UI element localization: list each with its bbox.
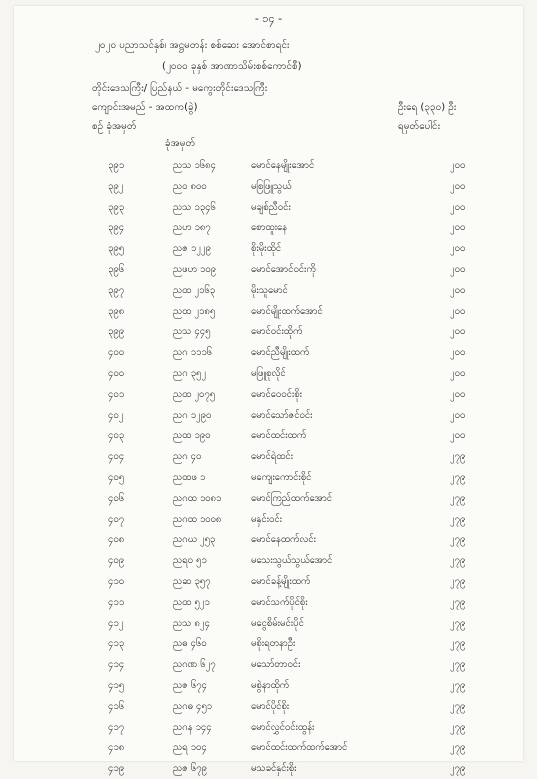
row-name: မသခင်နှင်းစိုး (251, 763, 297, 775)
results-list (0, 155, 537, 779)
table-row (0, 217, 537, 238)
table-row (0, 363, 537, 384)
page-number: - ၁၄ - (254, 12, 283, 25)
table-row (0, 488, 537, 509)
row-name: မောင်လွှင်ဝင်းထွန်း (251, 721, 315, 733)
row-name: စောထူးနေ (251, 222, 288, 234)
table-row (0, 529, 537, 550)
row-number: ၄၁၉ (108, 763, 125, 775)
row-number: ၄၀၀ (108, 347, 125, 359)
row-name: မောင်ထင်းထက်ထက်အောင် (251, 742, 348, 754)
row-score: ၂၀၀ (450, 409, 466, 421)
row-score: ၂၇၉ (450, 679, 466, 691)
column-headers-left: စဉ် ခုံအမှတ် (92, 121, 137, 132)
row-score: ၂၀၀ (450, 160, 466, 171)
row-name: မောင်ဝင်းထိုက် (251, 326, 303, 338)
row-name: မောင်သက်ပိုင်စိုး (251, 596, 308, 608)
row-number: ၄၁၈ (108, 742, 125, 754)
row-code: ညဂဏ ၆၂၇ (173, 659, 216, 671)
row-score: ၂၀၀ (450, 367, 466, 379)
row-score: ၂၇၉ (450, 534, 466, 546)
row-score: ၂၀၀ (450, 430, 466, 442)
row-number: ၄၁၇ (108, 721, 125, 733)
row-score: ၂၇၉ (450, 471, 466, 483)
table-row (0, 613, 537, 634)
row-code: ညထ ၂၁၈၅ (173, 305, 216, 317)
row-score: ၂၀၀ (450, 263, 466, 275)
row-code: ညဟ ၁၈၇ (173, 222, 211, 234)
row-name: မောင်မျိုးထက်အောင် (251, 305, 323, 317)
table-row (0, 342, 537, 363)
row-number: ၃၉၂ (108, 180, 124, 192)
row-number: ၄၀၂ (108, 409, 124, 421)
row-score: ၂၀၀ (450, 201, 466, 213)
table-row (0, 259, 537, 280)
row-code: ညထ ၂၁၆၃ (173, 284, 216, 296)
row-score: ၂၇၉ (450, 742, 466, 754)
row-score: ၂၀၀ (450, 326, 466, 338)
row-code: ညဇ ၆၇၉ (173, 763, 207, 775)
row-code: ညထ ၁၉၀ (173, 430, 211, 442)
row-code: ညသ ၄၄၅ (173, 326, 211, 338)
row-number: ၄၁၄ (108, 659, 125, 671)
row-name: မသေးသွယ်သွယ်အောင် (251, 555, 333, 567)
header-school: ကျောင်းအမည် - အထက(ခွဲ) (92, 102, 198, 113)
row-name: မချစ်ညီဝင်း (251, 201, 291, 213)
row-number: ၄၀၃ (108, 430, 125, 442)
table-row (0, 321, 537, 342)
table-row (0, 197, 537, 218)
row-code: ညထ ၅၂၁ (173, 596, 210, 608)
row-number: ၃၉၁ (108, 160, 125, 171)
table-row (0, 301, 537, 322)
row-code: ညဂန ၁၄၄ (173, 721, 212, 733)
row-number: ၄၀၇ (108, 513, 125, 525)
row-number: ၄၁၁ (108, 596, 125, 608)
row-number: ၄၁၅ (108, 679, 125, 691)
table-row (0, 405, 537, 426)
row-score: ၂၇၉ (450, 596, 466, 608)
row-score: ၂၇၉ (450, 721, 466, 733)
row-number: ၃၉၉ (108, 326, 125, 338)
table-row (0, 633, 537, 654)
table-row (0, 509, 537, 530)
row-score: ၂၇၉ (450, 763, 466, 775)
row-score: ၂၇၉ (450, 492, 466, 504)
row-score: ၂၇၉ (450, 575, 466, 587)
row-code: ညသ ၈၂၄ (173, 617, 210, 629)
row-name: မောင်နေမျိုးအောင် (251, 160, 315, 171)
row-code: ညသ ၁၆၈၄ (173, 160, 216, 171)
row-code: ညဇ ၁၂၂၉ (173, 243, 211, 255)
header-region: တိုင်းဒေသကြီး/ ပြည်နယ် - မကွေးတိုင်းဒေသကြီး (92, 83, 268, 94)
row-code: ညဝ ၈၀၀ (173, 180, 207, 192)
header-subtitle: (၂၀၀၀ ခုနှစ် အာဏာသိမ်းစစ်ကောင်စီ) (162, 61, 302, 72)
row-number: ၃၉၇ (108, 284, 125, 296)
table-row (0, 176, 537, 197)
column-header-sub: ခုံအမှတ် (165, 138, 196, 149)
row-score: ၂၇၉ (450, 513, 466, 525)
row-code: ညဂ ၁၂၉၀ (173, 409, 212, 421)
table-row (0, 675, 537, 696)
row-code: ညဂ ၄၀ (173, 451, 202, 463)
row-name: မောင်ခန့်မျိုးထက် (251, 575, 311, 587)
table-row (0, 571, 537, 592)
row-score: ၂၀၀ (450, 388, 466, 400)
row-code: ညရ၀ ၅၁ (173, 555, 207, 567)
row-score: ၂၇၉ (450, 617, 466, 629)
table-row (0, 280, 537, 301)
row-score: ၂၇၉ (450, 451, 466, 463)
row-name: မောင်ပိုင်စိုး (251, 700, 290, 712)
row-name: မောင်ထင်းထက် (251, 430, 307, 442)
row-name: မောင်သော်ဇင်ဝင်း (251, 409, 313, 421)
row-name: မစွဲနာထိုက် (251, 679, 290, 691)
row-code: ညဆ ၃၅၇ (173, 575, 211, 587)
row-score: ၂၀၀ (450, 222, 466, 234)
row-score: ၂၀၀ (450, 347, 466, 359)
row-code: ညဖဟ ၁၀၉ (173, 263, 216, 275)
row-number: ၄၁၆ (108, 700, 125, 712)
row-name: မသော်တာဝင်း (251, 659, 301, 671)
row-number: ၄၁၀ (108, 575, 125, 587)
header-count: ဦးရေ (၃၃၀) ဦး (398, 102, 457, 113)
row-name: မစိုးရတနာဦး (251, 638, 296, 650)
row-code: ညဇ ၆၇၄ (173, 679, 207, 691)
table-row (0, 654, 537, 675)
table-row (0, 592, 537, 613)
header-title: ၂၀၂၀ ပညာသင်နှစ်၊ အဋ္ဌမတန်း စစ်ဆေး အောင်စာရင်း (95, 40, 290, 51)
row-name: မောင်ညီမျိုးထက် (251, 347, 310, 359)
column-header-score: ရမှတ်ပေါင်း (398, 121, 441, 132)
table-row (0, 446, 537, 467)
row-code: ညဂဓ ၄၅၁ (173, 700, 213, 712)
row-number: ၃၉၆ (108, 263, 125, 275)
table-row (0, 425, 537, 446)
row-name: မောင်ဝေဝင်းစိုး (251, 388, 303, 400)
table-row (0, 717, 537, 738)
row-code: ညဂ ၃၅၂ (173, 367, 206, 379)
row-score: ၂၇၉ (450, 659, 466, 671)
row-number: ၄၀၈ (108, 534, 125, 546)
row-score: ၂၇၉ (450, 700, 466, 712)
row-name: စိုးမိုးထိုင် (251, 243, 282, 255)
row-name: မောင်နေထက်လင်း (251, 534, 316, 546)
row-number: ၄၀၁ (108, 388, 125, 400)
row-number: ၃၉၃ (108, 201, 125, 213)
row-score: ၂၀၀ (450, 243, 466, 255)
table-row (0, 758, 537, 779)
row-code: ညဂထ ၁၀၈၁ (173, 492, 222, 504)
table-row (0, 384, 537, 405)
table-row (0, 550, 537, 571)
row-code: ညသ ၁၃၄၆ (173, 201, 216, 213)
row-score: ၂၀၀ (450, 305, 466, 317)
row-score: ၂၀၀ (450, 180, 466, 192)
row-name: မောင်အောင်ဝင်းကို (251, 263, 316, 275)
row-name: မဖြူစုလိုင် (251, 367, 286, 379)
row-code: ညရ ၁၀၄ (173, 742, 207, 754)
row-number: ၄၀၄ (108, 451, 125, 463)
row-number: ၄၀၆ (108, 492, 125, 504)
row-code: ညဓ ၄၆၀ (173, 638, 207, 650)
table-row (0, 737, 537, 758)
row-code: ညဂ ၁၁၁၆ (173, 347, 213, 359)
row-code: ညထ ၂၀၇၅ (173, 388, 216, 400)
row-code: ညဂဃ ၂၅၃ (173, 534, 216, 546)
row-number: ၄၁၂ (108, 617, 124, 629)
row-name: မောင်ကြည်ထက်အောင် (251, 492, 333, 504)
table-row (0, 696, 537, 717)
row-score: ၂၇၉ (450, 555, 466, 567)
row-code: ညဂထ ၁၀၀၈ (173, 513, 222, 525)
row-number: ၄၀၅ (108, 471, 125, 483)
row-name: မနှင်းဝင်း (251, 513, 283, 525)
row-name: မငွေစိမ်းမင်းပိုင် (251, 617, 304, 629)
row-number: ၃၉၈ (108, 305, 125, 317)
table-row (0, 238, 537, 259)
row-code: ညထဖ ၁ (173, 471, 206, 483)
row-number: ၄၀၉ (108, 555, 125, 567)
row-number: ၄၀၀ (108, 367, 125, 379)
row-score: ၂၇၉ (450, 638, 466, 650)
table-row (0, 155, 537, 176)
row-number: ၃၉၅ (108, 243, 125, 255)
table-row (0, 467, 537, 488)
row-number: ၄၁၃ (108, 638, 125, 650)
row-name: မကျေးကောင်းစိုင် (251, 471, 312, 483)
row-name: မစြဖြူသွယ် (251, 180, 292, 192)
row-number: ၃၉၄ (108, 222, 125, 234)
row-name: မောင်ရဲထင်း (251, 451, 294, 463)
row-score: ၂၀၀ (450, 284, 466, 296)
row-name: မိုးသူမောင် (251, 284, 288, 296)
